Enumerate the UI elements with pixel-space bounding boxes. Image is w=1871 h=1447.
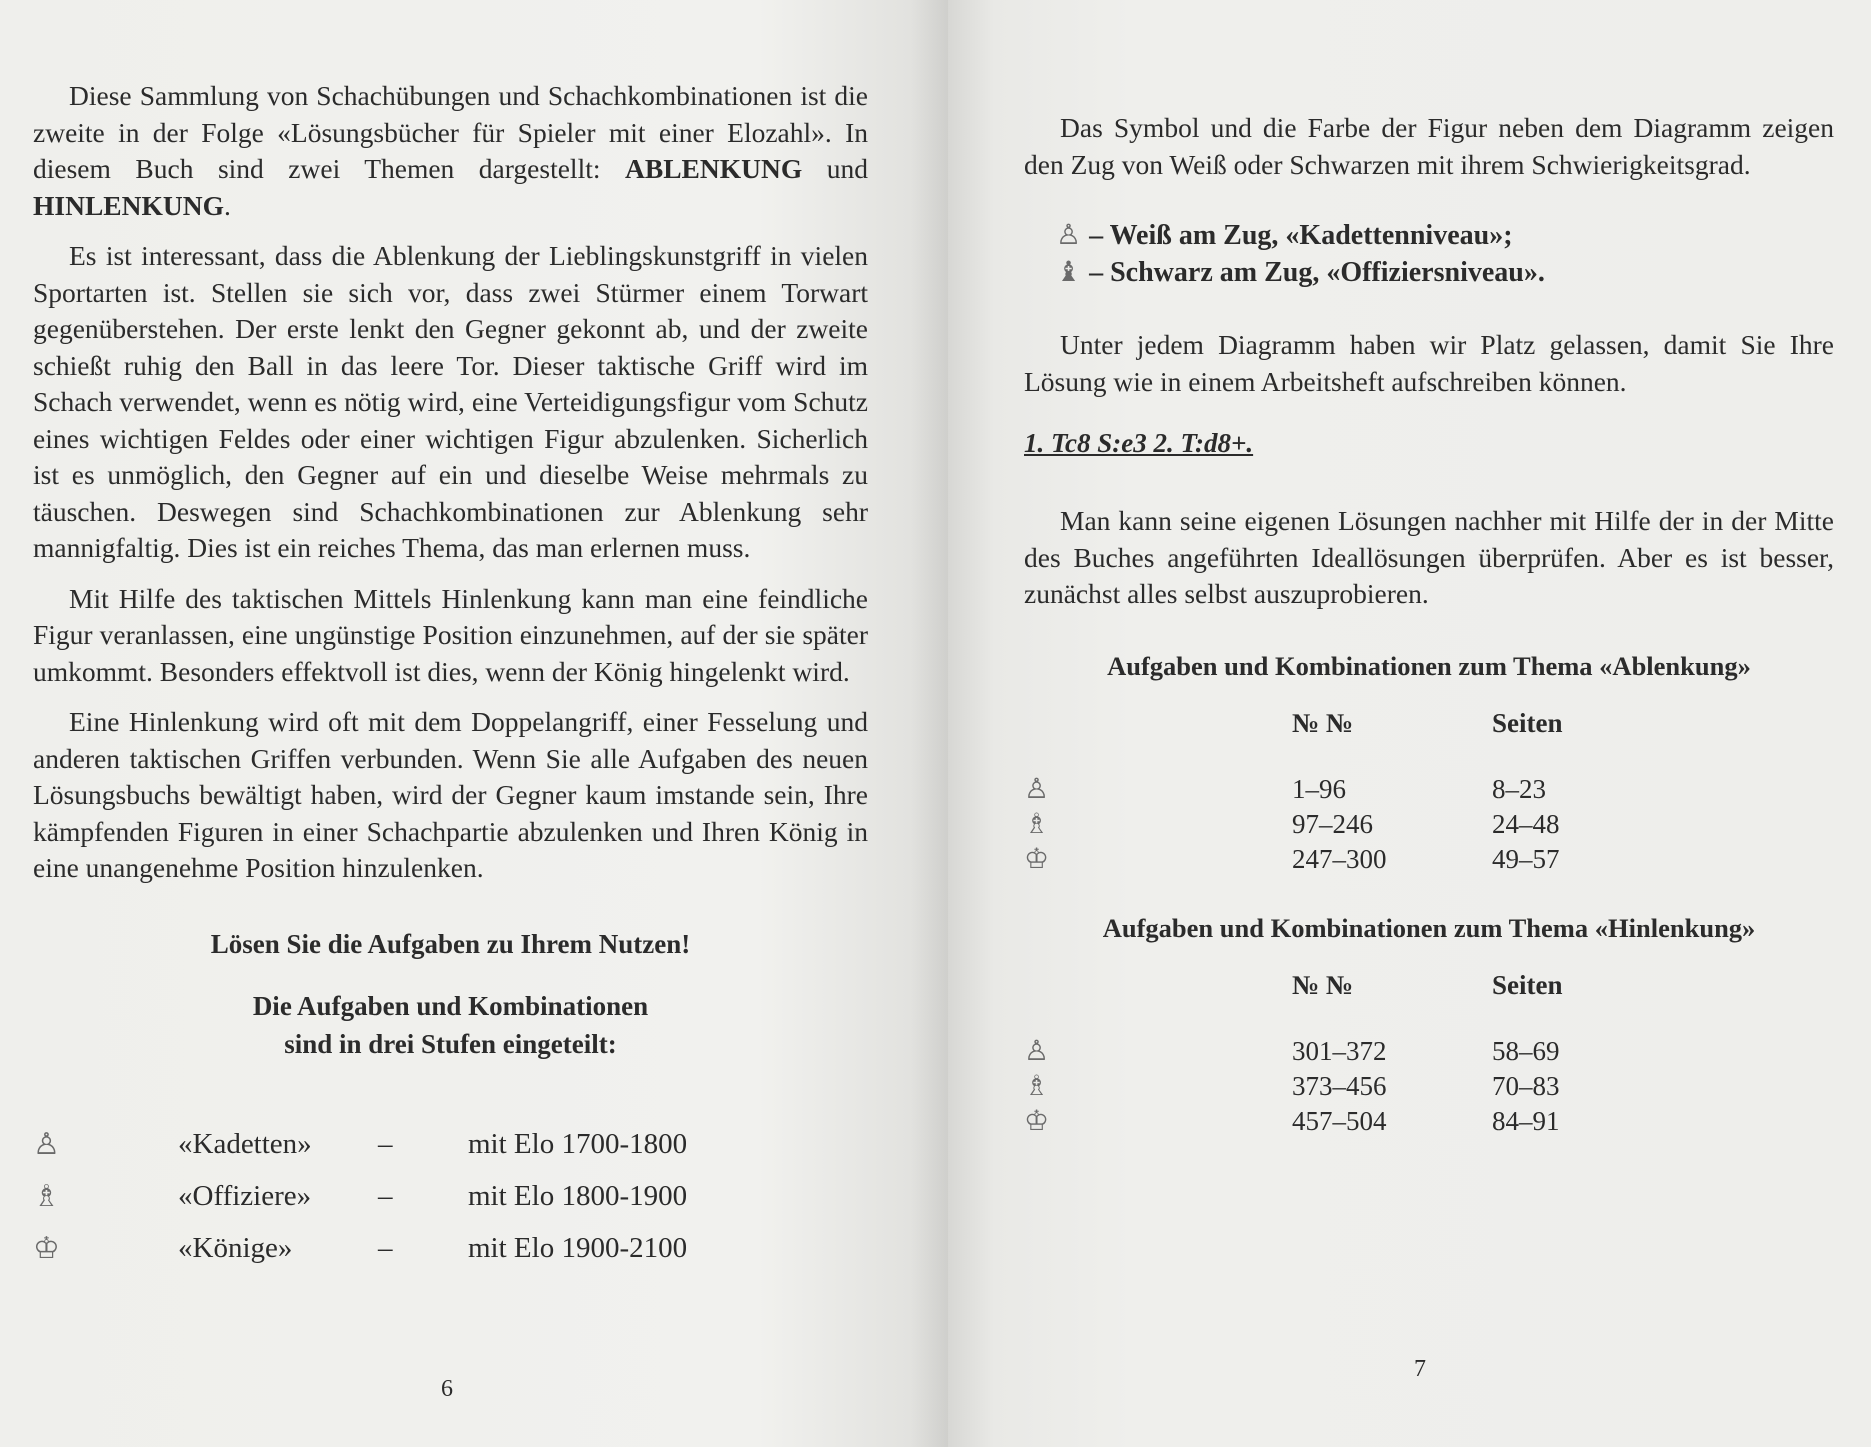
page-number: 6 bbox=[441, 1376, 453, 1402]
level-dash: – bbox=[378, 1180, 393, 1212]
pawn-icon: ♙ bbox=[33, 1128, 60, 1161]
pawn-icon: ♙ bbox=[1024, 774, 1050, 805]
table-row: ♙ 1–96 8–23 bbox=[1024, 773, 1546, 805]
king-icon: ♔ bbox=[1024, 1106, 1050, 1137]
levels-heading-line2: sind in drei Stufen eingeteilt: bbox=[284, 1028, 617, 1059]
col-numbers: № № bbox=[1292, 969, 1354, 1000]
level-row bbox=[33, 1119, 868, 1171]
table-row: ♗ 97–246 24–48 bbox=[1024, 808, 1560, 840]
legend-row bbox=[1024, 217, 1834, 254]
levels-list bbox=[33, 1119, 868, 1275]
level-name: «Kadetten» bbox=[178, 1128, 312, 1160]
space-note: Unter jedem Diagramm haben wir Platz gelassen, damit Sie Ihre Lösung wie in einem Arbeitsheft aufschreiben können. bbox=[1024, 329, 1834, 397]
paragraph: Eine Hinlenkung wird oft mit dem Doppelangriff, einer Fesselung und anderen taktischen Griffen verbunden. Wenn Sie alle Aufgaben des neuen Lösungsbuchs bewältigt haben, wird der Gegner kaum imstande sein, Ihre kämpfenden Figuren in einer Schachpartie abzulenken und Ihren König in eine unangenehme Position hinzulenken. bbox=[33, 706, 868, 883]
bishop-icon: ♗ bbox=[33, 1180, 60, 1213]
check-note: Man kann seine eigenen Lösungen nachher mit Hilfe der in der Mitte des Buches angeführten Ideallösungen überprüfen. Aber es ist besser, zunächst alles selbst auszuprobieren. bbox=[1024, 505, 1834, 609]
table-hinlenkung bbox=[1024, 970, 1834, 1139]
intro-paragraph: Das Symbol und die Farbe der Figur neben dem Diagramm zeigen den Zug von Weiß oder Schwarzen mit ihrem Schwierigkeitsgrad. bbox=[1024, 112, 1834, 180]
king-icon: ♔ bbox=[33, 1232, 60, 1265]
levels-heading bbox=[33, 987, 868, 1063]
table-row: ♗ 373–456 70–83 bbox=[1024, 1070, 1560, 1102]
paragraph: Diese Sammlung von Schachübungen und Schachkombinationen ist die zweite in der Folge «Lösungsbücher für Spieler mit einer Elozahl». In diesem Buch sind zwei Themen dargestellt: ABLENKUNG und HINLENKUNG. bbox=[33, 80, 869, 221]
table-header bbox=[1024, 708, 1834, 772]
motto-block bbox=[33, 925, 868, 963]
table-heading-ablenkung: Aufgaben und Kombinationen zum Thema «Ablenkung» bbox=[1107, 650, 1751, 681]
legend-row bbox=[1024, 254, 1834, 291]
black-bishop-icon: ♝ bbox=[1056, 257, 1082, 288]
col-numbers: № № bbox=[1292, 707, 1354, 738]
level-elo: mit Elo 1800-1900 bbox=[468, 1180, 688, 1212]
king-icon: ♔ bbox=[1024, 844, 1050, 875]
paragraph: Es ist interessant, dass die Ablenkung der Lieblingskunstgriff in vielen Sportarten ist. Stellen sie sich vor, dass zwei Stürmer einem Torwart gegenüberstehen. Der erste lenkt den Gegner gekonnt ab, und der zweite schießt ruhig den Ball in das leere Tor. Dieser taktische Griff wird im Schach verwendet, wenn es nötig wird, eine Verteidigungsfigur vom Schutz eines wichtigen Feldes oder einer wichtigen Figur abzulenken. Sicherlich ist es unmöglich, den Gegner auf ein und dieselbe Weise mehrmals zu täuschen. Deswegen sind Schachkombinationen zur Ablenkung sehr mannigfaltig. Dies ist ein reiches Thema, das man erlernen muss. bbox=[33, 240, 868, 563]
table-header bbox=[1024, 970, 1834, 1034]
legend-text: – Schwarz am Zug, «Offiziersniveau». bbox=[1089, 257, 1545, 288]
table-row: ♔ 457–504 84–91 bbox=[1024, 1105, 1560, 1137]
bishop-icon: ♗ bbox=[1024, 1071, 1050, 1102]
col-pages: Seiten bbox=[1492, 969, 1563, 1000]
level-elo: mit Elo 1700-1800 bbox=[468, 1128, 688, 1160]
table-heading-hinlenkung: Aufgaben und Kombinationen zum Thema «Hinlenkung» bbox=[1102, 912, 1756, 943]
bishop-icon: ♗ bbox=[1024, 809, 1050, 840]
white-pawn-icon: ♙ bbox=[1056, 220, 1082, 251]
level-elo: mit Elo 1900-2100 bbox=[468, 1232, 688, 1264]
table-ablenkung bbox=[1024, 708, 1834, 877]
level-name: «Könige» bbox=[178, 1232, 293, 1264]
level-dash: – bbox=[378, 1232, 393, 1264]
paragraph: Mit Hilfe des taktischen Mittels Hinlenkung kann man eine feindliche Figur veranlassen, eine ungünstige Position einzunehmen, auf der sie später umkommt. Besonders effektvoll ist dies, wenn der König hingelenkt wird. bbox=[33, 582, 868, 687]
level-row bbox=[33, 1223, 868, 1275]
legend bbox=[1024, 217, 1834, 291]
theme-hinlenkung: HINLENKUNG bbox=[33, 189, 224, 221]
right-page-content bbox=[1024, 110, 1834, 1139]
motto: Lösen Sie die Aufgaben zu Ihrem Nutzen! bbox=[210, 928, 691, 959]
right-page bbox=[948, 0, 1871, 1447]
pawn-icon: ♙ bbox=[1024, 1036, 1050, 1067]
page-number: 7 bbox=[1414, 1356, 1426, 1382]
col-pages: Seiten bbox=[1492, 707, 1563, 738]
level-name: «Offiziere» bbox=[178, 1180, 312, 1212]
left-paragraphs bbox=[33, 78, 868, 887]
solution-example: 1. Tc8 S:e3 2. T:d8+. bbox=[1024, 428, 1254, 458]
table-row: ♔ 247–300 49–57 bbox=[1024, 843, 1560, 875]
legend-text: – Weiß am Zug, «Kadettenniveau»; bbox=[1089, 220, 1513, 251]
level-dash: – bbox=[378, 1128, 393, 1160]
table-row: ♙ 301–372 58–69 bbox=[1024, 1035, 1560, 1067]
levels-heading-line1: Die Aufgaben und Kombinationen bbox=[252, 990, 649, 1021]
theme-ablenkung: ABLENKUNG bbox=[625, 153, 803, 184]
level-row bbox=[33, 1171, 868, 1223]
